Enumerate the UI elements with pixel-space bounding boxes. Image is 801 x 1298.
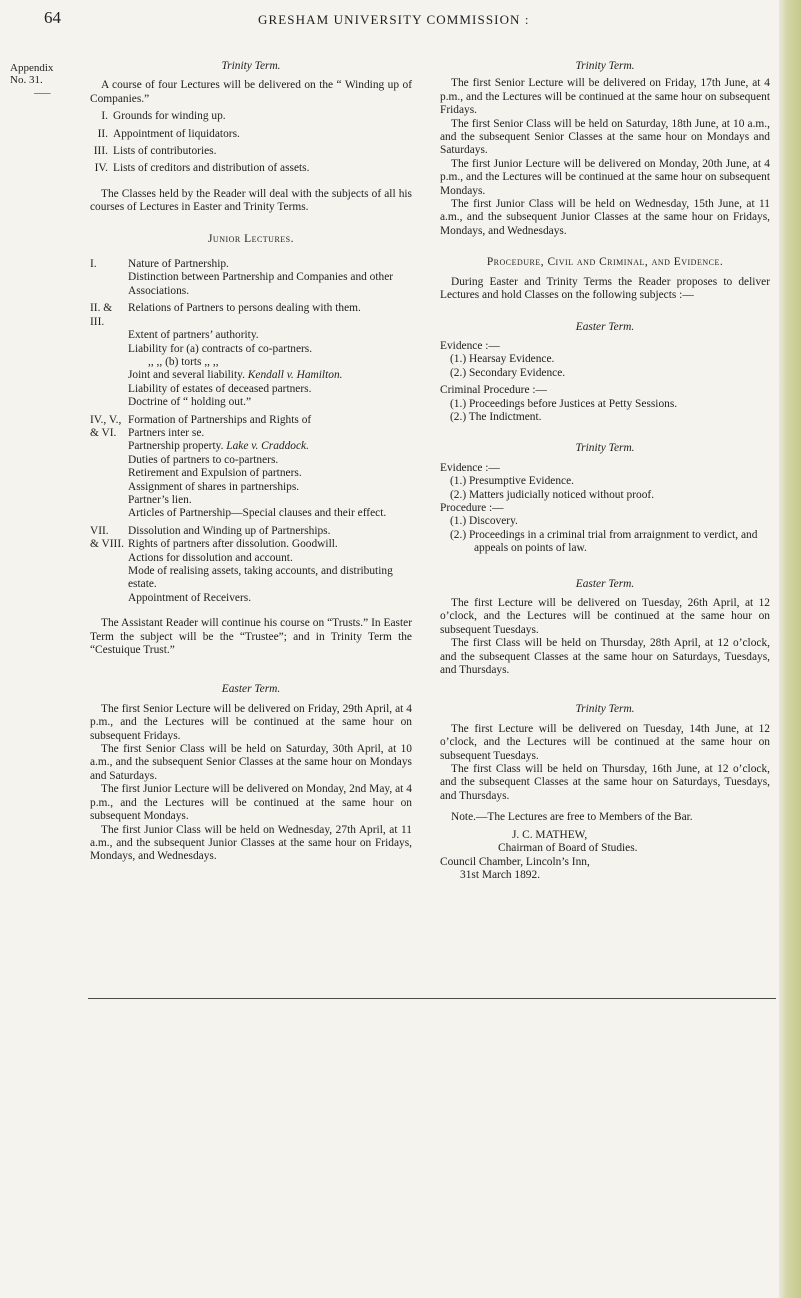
trinity-term-heading: Trinity Term.: [575, 442, 635, 455]
bottom-rule: [88, 998, 776, 999]
trinity-paragraph: The first Senior Lecture will be delivered on Friday, 17th June, at 4 p.m., and the Lectures will be continued at the same hour on subsequent Fridays.: [440, 77, 770, 117]
signature-place: Council Chamber, Lincoln’s Inn,: [440, 855, 590, 868]
easter-paragraph: The first Senior Lecture will be delivered on Friday, 29th April, at 4 p.m., and the Lectures will be continued at the same hour on subsequent Fridays.: [90, 702, 412, 742]
note-paragraph: Note.—The Lectures are free to Members of the Bar.: [451, 811, 693, 824]
signatory-name: J. C. MATHEW,: [512, 828, 588, 841]
easter-paragraph: The first Lecture will be delivered on Tuesday, 26th April, at 12 o’clock, and the Lectures will be continued at the same hour on subsequent Tuesdays.: [440, 597, 770, 636]
topic-item: IV. Lists of creditors and distribution of assets.: [94, 162, 310, 175]
signatory-role: Chairman of Board of Studies.: [498, 842, 638, 855]
appendix-margin-note: [10, 62, 54, 95]
trinity-term-heading: Trinity Term.: [575, 703, 635, 716]
running-header: [0, 8, 801, 30]
trinity-paragraph: The first Senior Class will be held on Saturday, 18th June, at 10 a.m., and the subsequent Senior Classes at the same hour on Mondays and Saturdays.: [440, 117, 770, 157]
trinity-subjects: Evidence :— (1.) Presumptive Evidence. (2.) Matters judicially noticed without proof. Procedure :— (1.) Discovery. (2.) Proceedings in a criminal trial from arraignment to verdict, and appeals on points of law.: [440, 461, 758, 555]
easter-paragraph: The first Class will be held on Thursday, 28th April, at 12 o’clock, and the subsequent Classes at the same hour on Saturdays, Tuesdays, and Thursdays.: [440, 637, 770, 677]
trinity-paragraph: The first Class will be held on Thursday, 16th June, at 12 o’clock, and the subsequent Classes at the same hour on Saturdays, Tuesdays, and Thursdays.: [440, 763, 770, 802]
easter-paragraph: The first Senior Class will be held on Saturday, 30th April, at 10 a.m., and the subsequent Senior Classes at the same hour on Mondays and Saturdays.: [90, 743, 412, 782]
junior-section-4: VII. Dissolution and Winding up of Partnerships. & VIII. Rights of partners after dissolution. Goodwill. Actions for dissolution and account. Mode of realising assets, taking accounts, and distributing estate. Appointment of Receivers.: [90, 524, 393, 604]
appendix-label: Appendix: [10, 62, 54, 74]
signature-block: [440, 829, 770, 883]
junior-section-1: I. Nature of Partnership. Distinction between Partnership and Companies and other Associations.: [90, 258, 394, 297]
left-column: [90, 60, 412, 864]
winding-up-intro: A course of four Lectures will be delivered on the “ Winding up of Companies.”: [90, 79, 412, 105]
easter-term-heading: Easter Term.: [575, 320, 635, 333]
trinity-paragraph: The first Junior Lecture will be delivered on Monday, 20th June, at 4 p.m., and the Lectures will be continued at the same hour on subsequent Mondays.: [440, 157, 770, 197]
appendix-rule: ___: [34, 83, 51, 95]
easter-paragraph: The first Junior Lecture will be delivered on Monday, 2nd May, at 4 p.m., and the Lectures will be continued at the same hour on subsequent Mondays.: [90, 783, 412, 823]
easter-term-heading: Easter Term.: [575, 577, 635, 590]
topic-item: III. Lists of contributories.: [93, 145, 217, 158]
topic-item: II. Appointment of liquidators.: [97, 127, 240, 140]
trinity-term-heading: Trinity Term.: [221, 60, 281, 72]
procedure-heading: Procedure, Civil and Criminal, and Evidence.: [486, 256, 724, 269]
classes-paragraph: The Classes held by the Reader will deal with the subjects of all his courses of Lectures in Easter and Trinity Terms.: [90, 187, 412, 214]
right-column: [440, 60, 770, 882]
easter-paragraph: The first Junior Class will be held on Wednesday, 27th April, at 11 a.m., and the subsequent Junior Classes at the same hour on Fridays, Mondays, and Wednesdays.: [90, 823, 412, 863]
signature-date: 31st March 1892.: [460, 868, 541, 881]
procedure-paragraph: During Easter and Trinity Terms the Reader proposes to deliver Lectures and hold Classes on the following subjects :—: [440, 275, 770, 302]
winding-up-topics: [90, 110, 412, 176]
assistant-reader-paragraph: The Assistant Reader will continue his course on “Trusts.” In Easter Term the subject will be the “Trustee”; and in Trinity Term the “Cestuique Trust.”: [90, 617, 412, 657]
page-number: 64: [44, 8, 61, 27]
easter-term-heading: Easter Term.: [221, 683, 281, 696]
trinity-paragraph: The first Lecture will be delivered on Tuesday, 14th June, at 12 o’clock, and the Lectures will be continued at the same hour on subsequent Tuesdays.: [440, 722, 770, 762]
junior-section-2: II. & III. Relations of Partners to persons dealing with them. Extent of partners’ authority. Liability for (a) contracts of co-partners. ,, ,, (b) torts ,, ,, Joint and several liability. Kendall v. Hamilton. Liability of estates of deceased partners. Doctrine of “ holding out.”: [90, 302, 361, 409]
page-edge-shading: [779, 0, 801, 1298]
junior-lectures-heading: Junior Lectures.: [208, 232, 294, 245]
junior-section-3: IV., V., Formation of Partnerships and Rights of & VI. Partners inter se. Partnership property. Lake v. Craddock. Duties of partners to co-partners. Retirement and Expulsion of partners. Assignment of shares in partnerships. Partner’s lien. Articles of Partnership—Special clauses and their effect.: [90, 413, 387, 520]
topic-item: I. Grounds for winding up.: [101, 110, 226, 123]
running-title: GRESHAM UNIVERSITY COMMISSION :: [258, 12, 530, 27]
trinity-paragraph: The first Junior Class will be held on Wednesday, 15th June, at 11 a.m., and the subsequent Junior Classes at the same hour on Fridays, Mondays, and Wednesdays.: [440, 198, 770, 237]
easter-subjects: Evidence :— (1.) Hearsay Evidence. (2.) Secondary Evidence. Criminal Procedure :— (1.) Proceedings before Justices at Petty Sessions. (2.) The Indictment.: [440, 339, 678, 423]
trinity-term-heading: Trinity Term.: [575, 60, 635, 72]
appendix-number: No. 31.: [10, 74, 43, 86]
